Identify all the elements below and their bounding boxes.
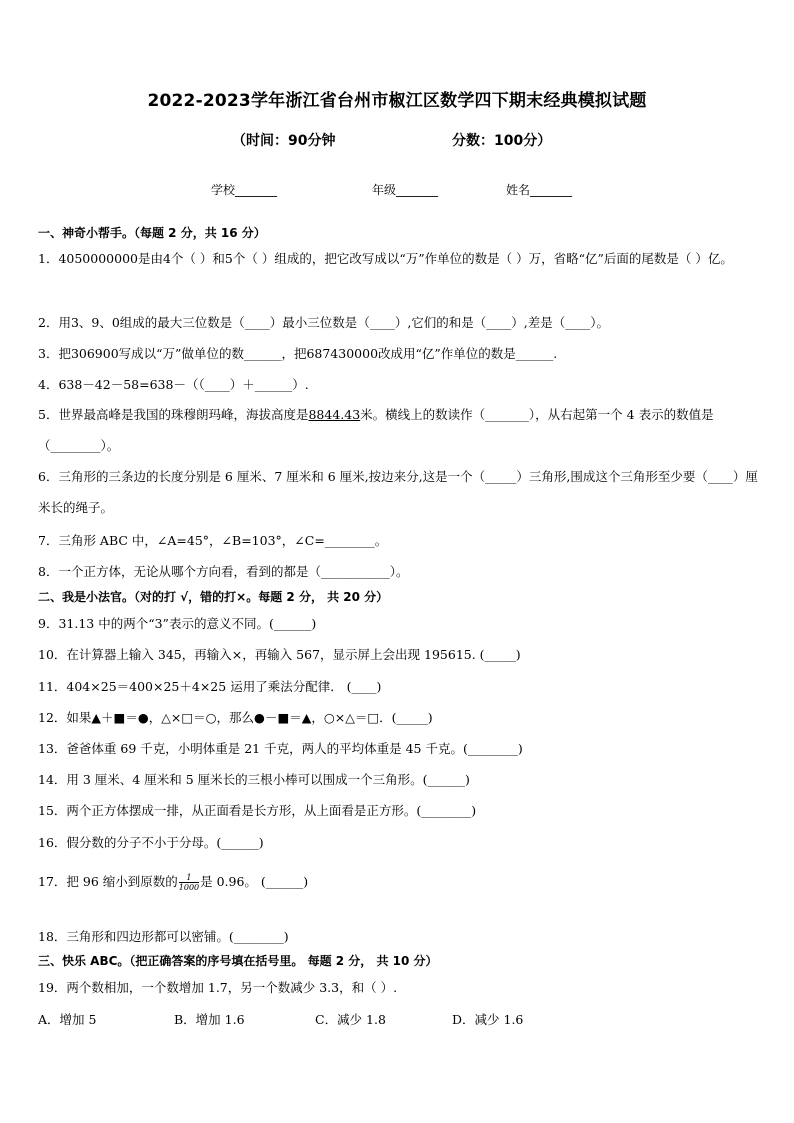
fraction-numerator: 1	[179, 873, 199, 883]
question-14: 14．用 3 厘米、4 厘米和 5 厘米长的三根小棒可以围成一个三角形。(______)	[38, 772, 470, 787]
question-8: 8．一个正方体，无论从哪个方向看，看到的都是（___________）。	[38, 564, 409, 579]
question-16: 16．假分数的分子不小于分母。(______)	[38, 835, 264, 850]
fraction	[179, 873, 199, 892]
question-17-text-a: 17．把 96 缩小到原数的	[38, 874, 178, 889]
section-2-heading: 二、我是小法官。（对的打 √，错的打×。每题 2 分， 共 20 分）	[38, 590, 389, 604]
question-6: 6．三角形的三条边的长度分别是 6 厘米、7 厘米和 6 厘米,按边来分,这是一个（_____）三角形,围成这个三角形至少要（____）厘米长的绳子。	[38, 469, 758, 515]
page-title: 2022-2023学年浙江省台州市椒江区数学四下期末经典模拟试题	[147, 91, 647, 111]
question-11: 11．404×25＝400×25＋4×25 运用了乘法分配律． (____)	[38, 679, 382, 694]
fraction-denominator: 1000	[178, 883, 200, 892]
grade-field: 年级_______	[372, 183, 439, 197]
question-17-text-b: 是 0.96。 (______)	[200, 874, 309, 889]
question-15: 15．两个正方体摆成一排，从正面看是长方形，从上面看是正方形。(________)	[38, 803, 477, 818]
name-field: 姓名_______	[506, 183, 573, 197]
question-10: 10．在计算器上输入 345，再输入×，再输入 567，显示屏上会出现 195615. (_____)	[38, 647, 521, 662]
question-5-text-a: 5．世界最高峰是我国的珠穆朗玛峰，海拔高度是	[38, 407, 309, 422]
question-18: 18．三角形和四边形都可以密铺。(________)	[38, 929, 289, 944]
exam-score: 分数：100分）	[452, 133, 552, 149]
option-a: A．增加 5	[38, 1012, 97, 1027]
question-1: 1．4050000000是由4个（ ）和5个（ ）组成的，把它改写成以“万”作单位的数是（ ）万，省略“亿”后面的尾数是（ ）亿。	[38, 251, 733, 266]
question-4: 4．638－42－58=638－（（____）＋______）.	[38, 377, 309, 392]
question-19: 19．两个数相加，一个数增加 1.7，另一个数减少 3.3，和（ ）.	[38, 980, 398, 995]
question-9: 9．31.13 中的两个“3”表示的意义不同。(______)	[38, 616, 317, 631]
question-3: 3．把306900写成以“万”做单位的数______，把687430000改成用“亿”作单位的数是______.	[38, 346, 558, 361]
option-c: C．减少 1.8	[315, 1012, 386, 1027]
question-5-number: 8844.43	[308, 407, 361, 422]
exam-time: （时间：90分钟	[232, 133, 336, 149]
question-7: 7．三角形 ABC 中，∠A=45°，∠B=103°，∠C=________。	[38, 533, 388, 548]
question-13: 13．爸爸体重 69 千克，小明体重是 21 千克，两人的平均体重是 45 千克。(________)	[38, 741, 523, 756]
section-3-heading: 三、快乐 ABC。（把正确答案的序号填在括号里。 每题 2 分， 共 10 分）	[38, 954, 438, 968]
question-17	[38, 872, 308, 892]
school-field: 学校_______	[211, 183, 278, 197]
question-12: 12．如果▲＋■＝●，△×□＝○，那么●－■＝▲，○×△＝□．(_____)	[38, 710, 433, 725]
option-b: B．增加 1.6	[174, 1012, 245, 1027]
section-1-heading: 一、神奇小帮手。（每题 2 分，共 16 分）	[38, 226, 266, 240]
option-d: D．减少 1.6	[452, 1012, 524, 1027]
question-2: 2．用3、9、0组成的最大三位数是（____）最小三位数是（____）,它们的和是（____）,差是（____）。	[38, 315, 610, 330]
question-5	[38, 399, 760, 461]
question-5-text-b: 米。横线上的数读作（_______），从右起第一个 4 表示的数值是（________）。	[38, 407, 714, 453]
